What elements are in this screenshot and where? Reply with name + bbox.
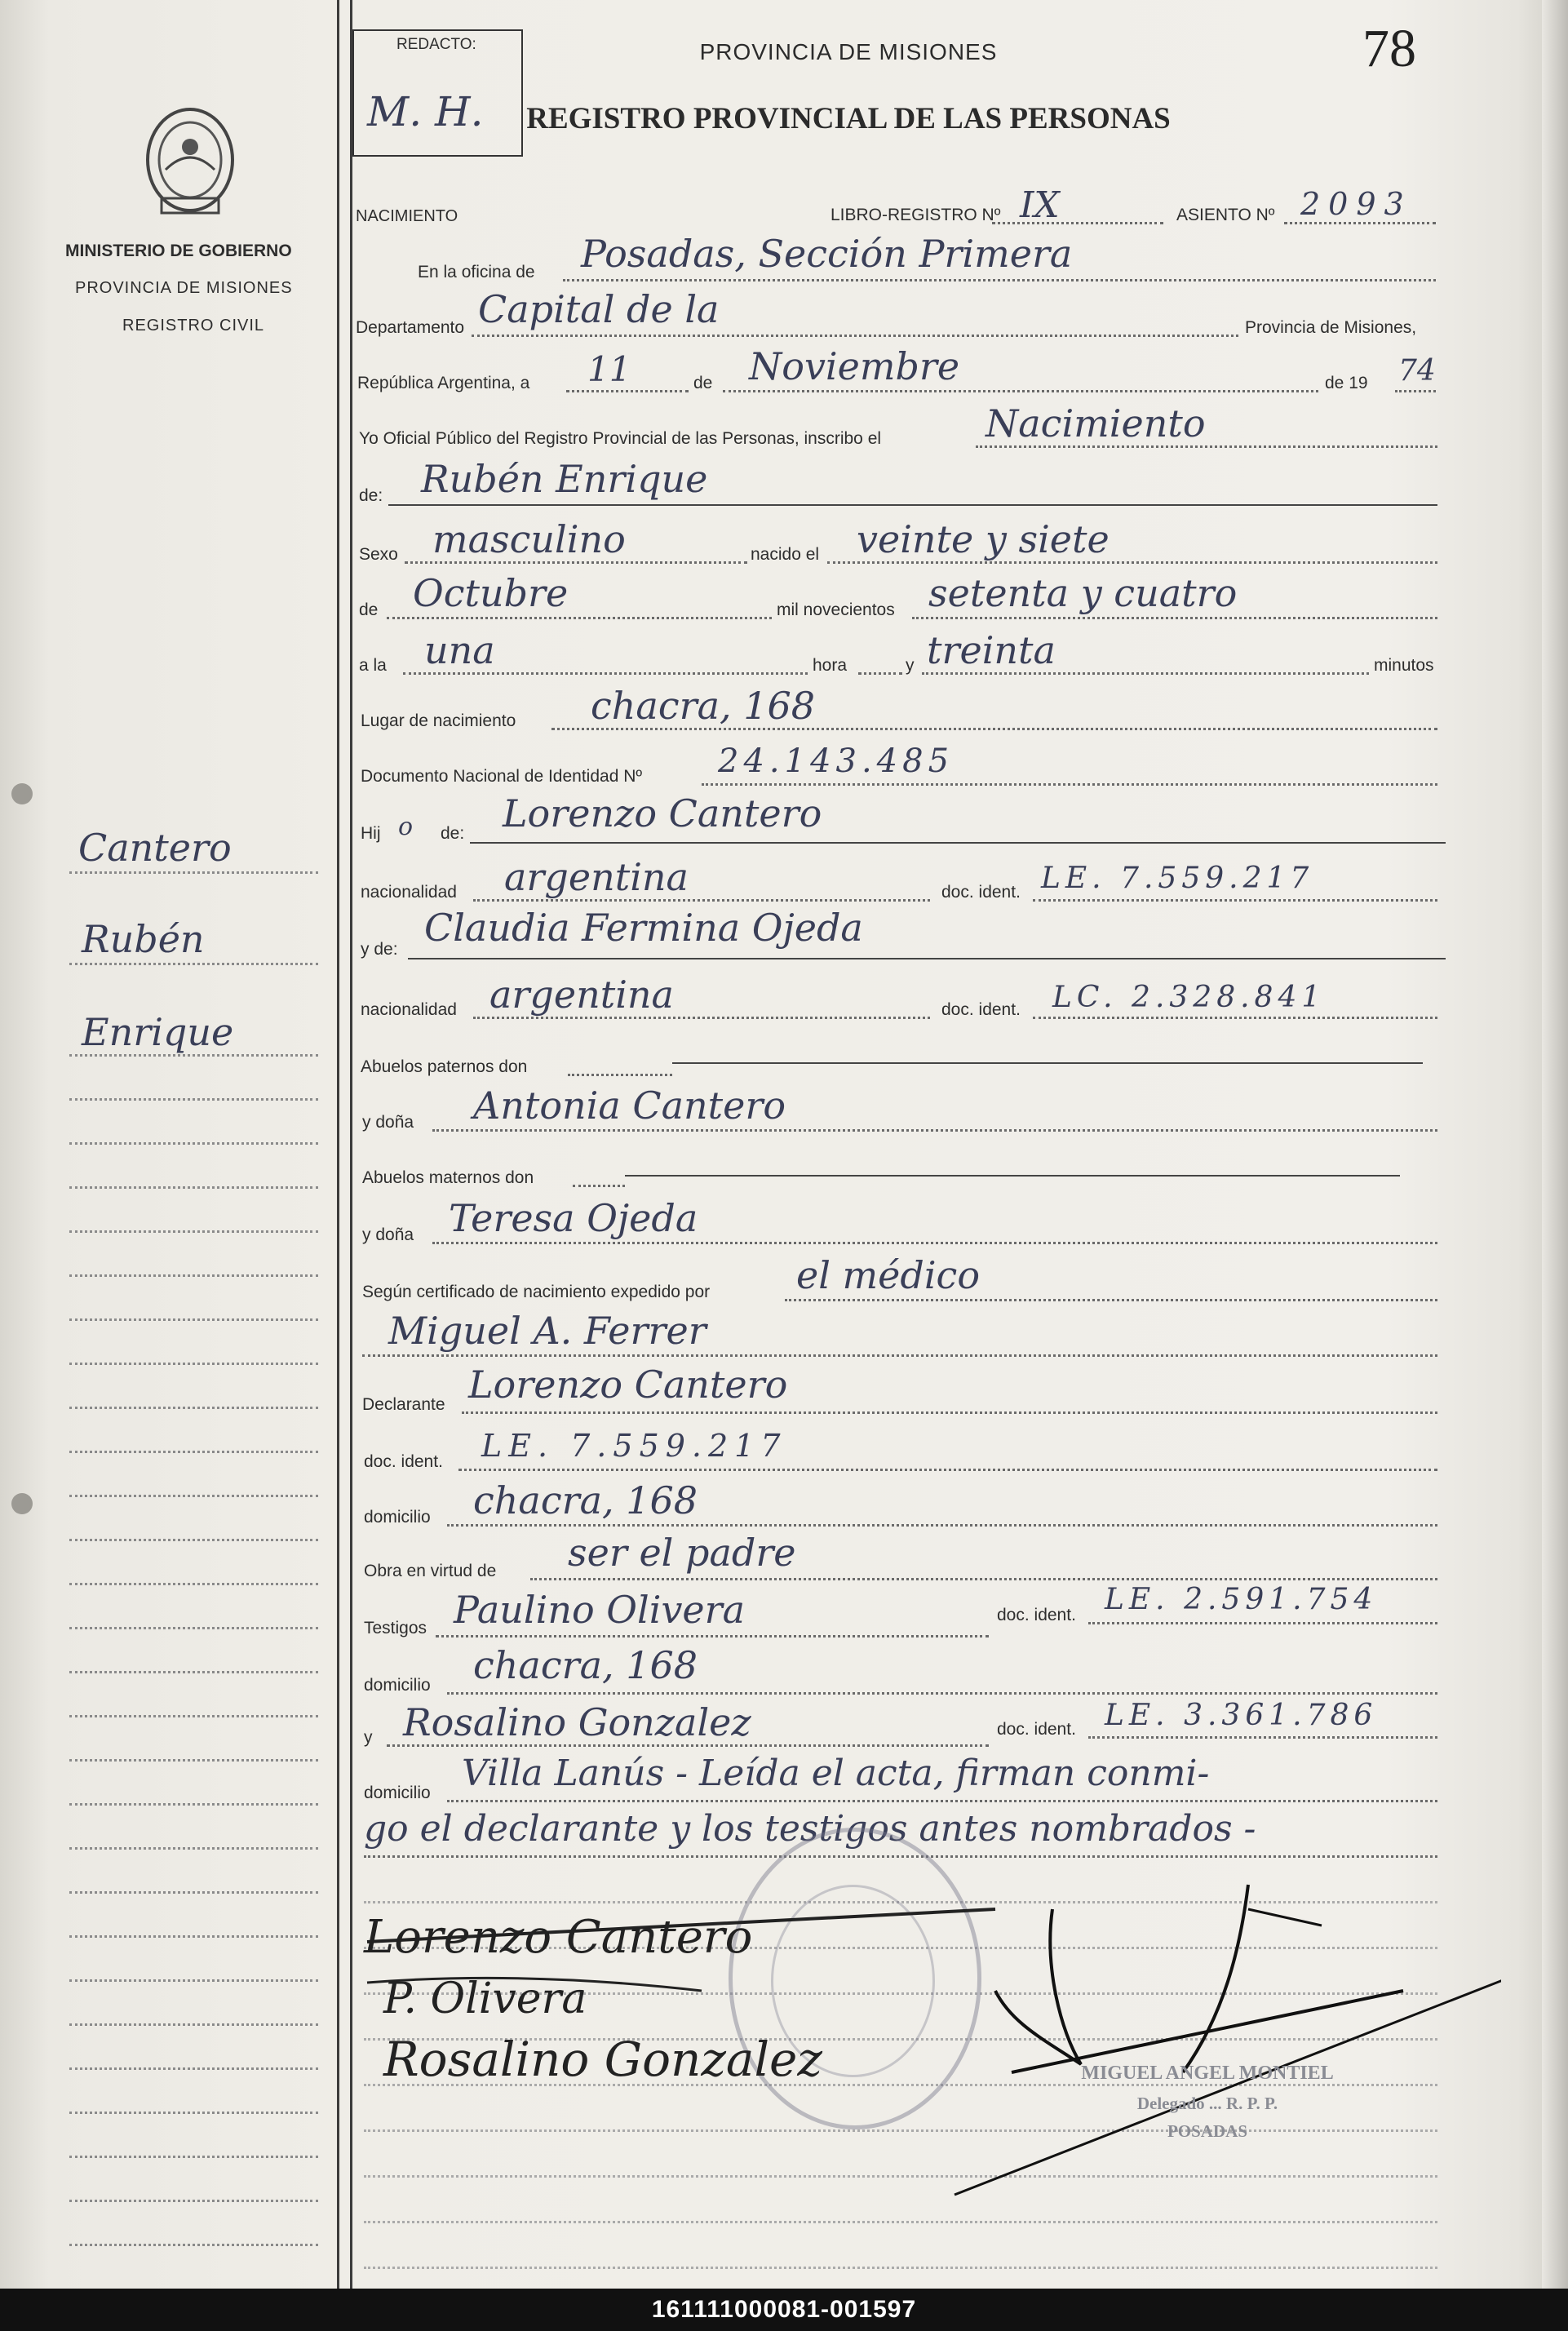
margin-name-1: Rubén — [82, 917, 205, 961]
margin-line — [69, 2244, 318, 2246]
dotted-line — [1033, 1017, 1437, 1019]
signature-strokes — [359, 1893, 1012, 2105]
margin-line — [69, 871, 318, 874]
dotted-line — [1088, 1622, 1437, 1624]
domicilio-label: domicilio — [364, 1784, 431, 1802]
testigos-label: Testigos — [364, 1619, 427, 1637]
header-registry: REGISTRO PROVINCIAL DE LAS PERSONAS — [526, 102, 1171, 135]
hijo-label: Hij — [361, 824, 381, 843]
dotted-line — [992, 222, 1163, 224]
margin-line — [69, 1627, 318, 1629]
a-la-label: a la — [359, 656, 387, 675]
margin-line — [69, 1803, 318, 1806]
dotted-line — [827, 561, 1437, 564]
solid-line — [388, 504, 1437, 506]
sexo-value: masculino — [432, 517, 626, 561]
nombre-value: Rubén Enrique — [421, 457, 708, 501]
provincia-label: Provincia de Misiones, — [1245, 318, 1417, 337]
doc-ident-label: doc. ident. — [997, 1606, 1076, 1624]
sexo-label: Sexo — [359, 545, 398, 564]
dotted-line — [785, 1299, 1437, 1301]
margin-line — [69, 1274, 318, 1277]
de-label: de — [359, 600, 379, 619]
de-19-label: de 19 — [1325, 374, 1368, 392]
declarante-domicilio: chacra, 168 — [473, 1478, 698, 1522]
certificado-2: Miguel A. Ferrer — [388, 1309, 706, 1353]
dotted-line — [447, 1524, 1437, 1527]
hora-value: una — [424, 628, 495, 672]
hora-label: hora — [813, 656, 848, 675]
nacido-anio: setenta y cuatro — [928, 571, 1238, 615]
margin-line — [69, 1451, 318, 1453]
nacido-dia: veinte y siete — [857, 517, 1110, 561]
signature-declarante: Lorenzo Cantero — [364, 1911, 753, 1964]
margin-surname: Cantero — [78, 826, 232, 870]
solid-line — [672, 1062, 1423, 1064]
hijo-suffix: o — [398, 813, 414, 841]
testigo1-doc: LE. 2.591.754 — [1105, 1583, 1378, 1616]
margin-line — [69, 1583, 318, 1585]
libro-value: IX — [1020, 184, 1060, 226]
margin-line — [69, 1318, 318, 1321]
margin-line — [69, 2156, 318, 2158]
margin-line — [69, 1847, 318, 1850]
cierre-text: go el declarante y los testigos antes nombrados - — [364, 1808, 1256, 1850]
sidebar-office: REGISTRO CIVIL — [122, 317, 265, 335]
abuela-paterna: Antonia Cantero — [473, 1084, 786, 1128]
binder-hole — [11, 783, 33, 804]
y-dona-label: y doña — [362, 1113, 414, 1132]
dni-label: Documento Nacional de Identidad Nº — [361, 767, 643, 786]
oficial-label: Yo Oficial Público del Registro Provincial de las Personas, inscribo el — [359, 429, 882, 448]
declarante-value: Lorenzo Cantero — [468, 1363, 788, 1407]
segun-label: Según certificado de nacimiento expedido por — [362, 1283, 711, 1301]
sidebar-province: PROVINCIA DE MISIONES — [75, 279, 293, 297]
acto-value: Nacimiento — [986, 401, 1206, 445]
madre-value: Claudia Fermina Ojeda — [424, 906, 863, 950]
margin-line — [69, 1407, 318, 1409]
obra-value: ser el padre — [568, 1531, 796, 1575]
margin-line — [69, 1230, 318, 1233]
dotted-line — [551, 728, 1437, 730]
lugar-label: Lugar de nacimiento — [361, 711, 516, 730]
declarante-doc: LE. 7.559.217 — [481, 1428, 787, 1464]
dotted-line — [566, 390, 689, 392]
margin-line — [69, 1142, 318, 1145]
dotted-line — [1033, 899, 1437, 902]
mil-novecientos-label: mil novecientos — [777, 600, 895, 619]
obra-label: Obra en virtud de — [364, 1562, 497, 1580]
y-dona-label: y doña — [362, 1225, 414, 1244]
solid-line — [625, 1175, 1400, 1177]
dotted-line — [563, 279, 1436, 281]
dotted-line — [387, 1744, 989, 1747]
departamento-label: Departamento — [356, 318, 465, 337]
y-label: y — [906, 656, 915, 675]
official-city: POSADAS — [1167, 2121, 1248, 2141]
signature-testigo-1: P. Olivera — [383, 1974, 587, 2023]
section-label: NACIMIENTO — [356, 207, 458, 225]
dotted-line — [858, 672, 902, 675]
dotted-line — [436, 1635, 989, 1637]
dotted-line — [473, 1017, 930, 1019]
fecha-dia: 11 — [587, 349, 631, 389]
margin-line — [69, 1715, 318, 1717]
footer-code: 161111000081-001597 — [651, 2296, 917, 2323]
madre-nacionalidad: argentina — [489, 973, 674, 1017]
ministry-name: MINISTERIO DE GOBIERNO — [65, 242, 292, 260]
margin-line — [69, 1759, 318, 1762]
lugar-value: chacra, 168 — [591, 684, 816, 728]
official-signature — [946, 1877, 1501, 2203]
binder-hole — [11, 1493, 33, 1514]
margin-name-2: Enrique — [82, 1010, 234, 1054]
domicilio-label: domicilio — [364, 1508, 431, 1527]
dotted-line — [362, 1354, 1437, 1357]
nacionalidad-label: nacionalidad — [361, 1000, 457, 1019]
republica-label: República Argentina, a — [357, 374, 530, 392]
dotted-line — [473, 899, 930, 902]
margin-line — [69, 2023, 318, 2026]
margin-rule-1 — [337, 0, 339, 2289]
fecha-mes: Noviembre — [749, 344, 960, 388]
nacido-label: nacido el — [751, 545, 820, 564]
minutos-value: treinta — [927, 628, 1056, 672]
padre-doc: LE. 7.559.217 — [1041, 862, 1314, 895]
dotted-line — [447, 1692, 1437, 1695]
abuelos-maternos-label: Abuelos maternos don — [362, 1168, 534, 1187]
doc-ident-label: doc. ident. — [941, 883, 1021, 902]
testigo2-domicilio: Villa Lanús - Leída el acta, firman conmi- — [462, 1753, 1210, 1794]
fecha-anio: 74 — [1398, 354, 1436, 388]
margin-line — [69, 1495, 318, 1497]
margin-line — [69, 1539, 318, 1541]
dotted-line — [458, 1469, 1437, 1471]
doc-ident-label: doc. ident. — [997, 1720, 1076, 1739]
y-label: y — [364, 1728, 373, 1747]
dotted-line — [1284, 222, 1436, 224]
margin-line — [69, 1054, 318, 1057]
dotted-line — [912, 617, 1437, 619]
testigo2-doc: LE. 3.361.786 — [1105, 1699, 1378, 1732]
abuelos-paternos-label: Abuelos paternos don — [361, 1057, 528, 1076]
redacto-label: REDACTO: — [396, 36, 476, 53]
testigo1-domicilio: chacra, 168 — [473, 1643, 698, 1687]
dotted-line — [723, 390, 1318, 392]
header-province: PROVINCIA DE MISIONES — [699, 39, 998, 64]
margin-line — [69, 1979, 318, 1982]
nacionalidad-label: nacionalidad — [361, 883, 457, 902]
footer-bar — [0, 2289, 1568, 2331]
departamento-value: Capital de la — [478, 287, 720, 331]
dotted-line — [432, 1242, 1437, 1244]
page-edge — [1542, 0, 1568, 2289]
oficina-value: Posadas, Sección Primera — [581, 232, 1073, 276]
certificado-1: el médico — [796, 1253, 981, 1297]
nacido-mes: Octubre — [413, 571, 569, 615]
margin-line — [69, 963, 318, 965]
asiento-value: 2093 — [1300, 186, 1412, 222]
dotted-line — [364, 2221, 1437, 2223]
domicilio-label: domicilio — [364, 1676, 431, 1695]
margin-line — [69, 2067, 318, 2070]
dotted-line — [1395, 390, 1436, 392]
solid-line — [408, 958, 1446, 959]
margin-rule-2 — [350, 0, 352, 2289]
dotted-line — [403, 672, 808, 675]
dotted-line — [405, 561, 747, 564]
y-de-label: y de: — [361, 940, 398, 959]
dotted-line — [447, 1800, 1437, 1802]
minutos-label: minutos — [1374, 656, 1434, 675]
official-title: Delegado ... R. P. P. — [1136, 2094, 1278, 2113]
de-label: de — [693, 374, 713, 392]
margin-line — [69, 1891, 318, 1894]
asiento-label: ASIENTO Nº — [1176, 206, 1275, 224]
dotted-line — [432, 1129, 1437, 1132]
margin-line — [69, 1363, 318, 1365]
solid-line — [470, 842, 1446, 844]
dotted-line — [387, 617, 772, 619]
dotted-line — [530, 1578, 1437, 1580]
padre-value: Lorenzo Cantero — [503, 791, 822, 835]
dotted-line — [702, 783, 1437, 786]
dotted-line — [462, 1411, 1437, 1414]
redacto-initials: M. H. — [367, 88, 484, 135]
dotted-line — [976, 445, 1437, 448]
dotted-line — [568, 1074, 672, 1076]
dotted-line — [922, 672, 1369, 675]
margin-line — [69, 1186, 318, 1189]
margin-line — [69, 2112, 318, 2114]
page-number: 78 — [1362, 19, 1416, 78]
margin-line — [69, 2200, 318, 2202]
margin-line — [69, 1671, 318, 1673]
abuela-materna: Teresa Ojeda — [449, 1196, 698, 1240]
signature-testigo-2: Rosalino Gonzalez — [383, 2032, 822, 2087]
doc-ident-label: doc. ident. — [941, 1000, 1021, 1019]
testigo1-value: Paulino Olivera — [454, 1588, 746, 1632]
dotted-line — [472, 335, 1238, 337]
declarante-label: Declarante — [362, 1395, 445, 1414]
oficina-label: En la oficina de — [418, 263, 535, 281]
margin-line — [69, 1098, 318, 1101]
padre-nacionalidad: argentina — [504, 855, 689, 899]
dotted-line — [1088, 1736, 1437, 1739]
libro-label: LIBRO-REGISTRO Nº — [831, 206, 1001, 224]
dotted-line — [573, 1185, 625, 1187]
doc-ident-label: doc. ident. — [364, 1452, 443, 1471]
official-name: MIGUEL ANGEL MONTIEL — [1081, 2063, 1334, 2084]
testigo2-value: Rosalino Gonzalez — [403, 1700, 751, 1744]
dni-value: 24.143.485 — [718, 742, 955, 780]
dotted-line — [364, 2267, 1437, 2269]
margin-line — [69, 1935, 318, 1938]
madre-doc: LC. 2.328.841 — [1052, 981, 1326, 1014]
coat-of-arms-icon — [137, 96, 243, 219]
hijo-de-label: de: — [441, 824, 465, 843]
de-label: de: — [359, 486, 383, 505]
